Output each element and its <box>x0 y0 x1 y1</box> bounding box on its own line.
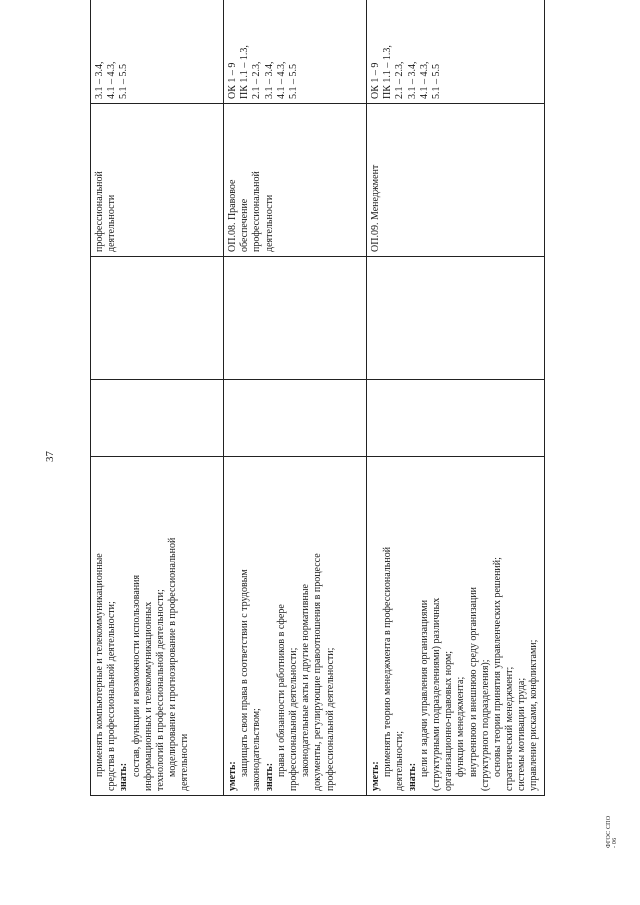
competency-line: 4.1 – 4.3, <box>106 61 118 99</box>
competency-line: 2.1 – 2.3, <box>251 61 263 99</box>
discipline-line: профессиональной <box>251 171 263 252</box>
requirement-line: технологий в профессиональной деятельности; <box>154 589 166 791</box>
rotated-table-sheet <box>90 44 540 796</box>
requirement-line: состав, функции и возможности использования <box>130 574 142 777</box>
empty-cell <box>91 257 224 380</box>
requirement-heading: знать: <box>118 762 130 791</box>
page-number: 37 <box>44 451 56 462</box>
empty-cell <box>367 257 545 380</box>
competency-line: 5.1 – 5.5 <box>118 64 130 99</box>
requirement-line: стратегический менеджмент; <box>504 666 516 791</box>
requirement-line: основы теории принятия управленческих решений; <box>491 557 503 777</box>
requirement-line: деятельности; <box>394 730 406 791</box>
competency-line: ОК 1 – 9 <box>227 62 238 99</box>
document-footer: ФГОС СПО - 06 <box>606 815 618 848</box>
requirement-line: (структурными подразделениями) различных <box>430 597 442 791</box>
requirement-line: профессиональной деятельности; <box>324 647 336 791</box>
requirement-line: системы мотивации труда; <box>516 677 528 791</box>
requirements-cell <box>224 457 367 796</box>
competencies-cell <box>367 0 545 104</box>
requirement-line: применять компьютерные и телекоммуникационные <box>94 553 105 777</box>
requirement-line: законодательством; <box>251 708 263 791</box>
discipline-line: деятельности <box>263 194 275 252</box>
requirement-heading: уметь: <box>227 761 238 791</box>
requirement-line: деятельности <box>179 733 191 791</box>
requirement-line: внутреннюю и внешнюю среду организации <box>467 586 479 777</box>
competency-line: ПК 1.1 – 1.3, <box>239 45 251 99</box>
competency-line: 2.1 – 2.3, <box>394 61 406 99</box>
table-row <box>224 0 367 796</box>
competency-line: 5.1 – 5.5 <box>430 64 442 99</box>
discipline-cell <box>91 104 224 257</box>
discipline-line: профессиональной <box>94 171 105 252</box>
requirement-heading: уметь: <box>370 761 381 791</box>
requirement-line: профессиональной деятельности; <box>287 647 299 791</box>
discipline-line: ОП.09. Менеджмент <box>370 164 381 252</box>
requirement-heading: знать: <box>263 762 275 791</box>
competencies-cell <box>91 0 224 104</box>
requirement-line: (структурного подразделения); <box>479 659 491 791</box>
requirements-cell <box>367 457 545 796</box>
requirement-line: документы, регулирующие правоотношения в процессе <box>312 553 324 791</box>
requirement-line: моделирование и прогнозирование в профессиональной <box>167 537 179 777</box>
discipline-line: ОП.08. Правовое <box>227 179 238 252</box>
competency-table <box>90 0 545 796</box>
requirement-heading: знать: <box>406 762 418 791</box>
competency-line: 4.1 – 4.3, <box>275 61 287 99</box>
requirements-cell <box>91 457 224 796</box>
competency-line: ОК 1 – 9 <box>370 62 381 99</box>
competency-line: 3.1 – 3.4, <box>406 61 418 99</box>
table-row <box>367 0 545 796</box>
empty-cell <box>224 257 367 380</box>
requirement-line: применять теорию менеджмента в профессиональной <box>382 546 394 777</box>
empty-cell <box>224 380 367 457</box>
requirement-line: функции менеджмента; <box>455 676 467 777</box>
requirement-line: организационно-правовых норм; <box>443 650 455 791</box>
competency-line: 5.1 – 5.5 <box>287 64 299 99</box>
discipline-cell <box>367 104 545 257</box>
competency-line: 3.1 – 3.4, <box>94 61 105 99</box>
requirement-line: права и обязанности работников в сфере <box>275 604 287 777</box>
requirement-line: законодательные акты и другие нормативные <box>300 584 312 777</box>
empty-cell <box>91 380 224 457</box>
discipline-cell <box>224 104 367 257</box>
discipline-line: деятельности <box>106 194 118 252</box>
competency-line: ПК 1.1 – 1.3, <box>382 45 394 99</box>
requirement-line: средства в профессиональной деятельности; <box>106 601 118 791</box>
requirement-line: информационных и телекоммуникационных <box>142 601 154 791</box>
requirement-line: управление рисками, конфликтами; <box>528 639 540 791</box>
empty-cell <box>367 380 545 457</box>
requirement-line: защищать свои права в соответствии с трудовым <box>239 569 251 777</box>
competencies-cell <box>224 0 367 104</box>
competency-line: 4.1 – 4.3, <box>418 61 430 99</box>
table-row <box>91 0 224 796</box>
requirement-line: цели и задачи управления организациями <box>418 599 430 777</box>
competency-line: 3.1 – 3.4, <box>263 61 275 99</box>
discipline-line: обеспечение <box>239 198 251 252</box>
